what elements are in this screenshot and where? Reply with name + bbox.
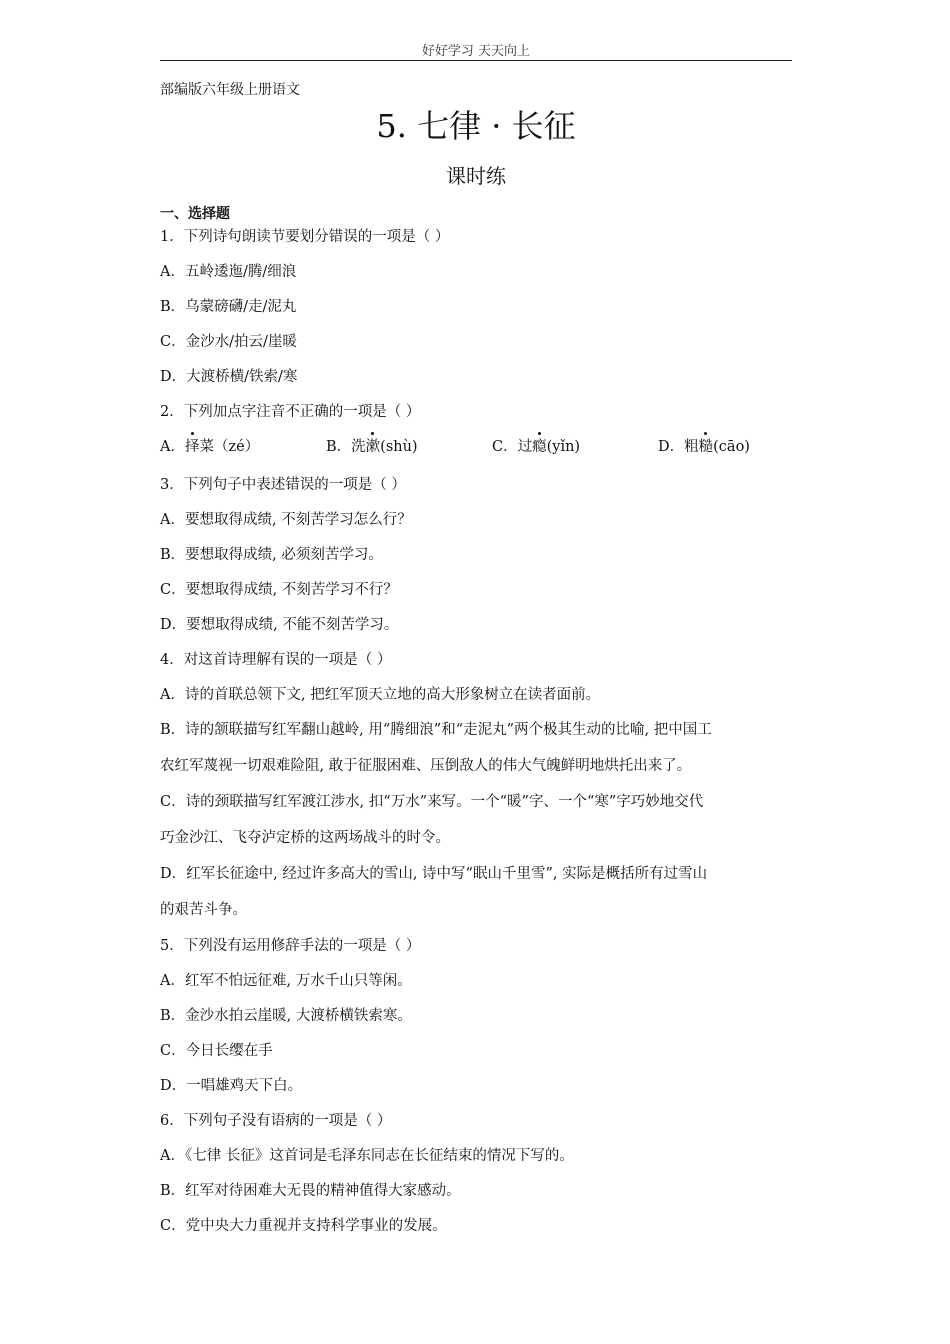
q2-option-c: [492, 435, 658, 473]
q2-a-rest: 菜（zé）: [199, 439, 260, 455]
q2-b-prefix: B．洗: [326, 439, 366, 455]
q5-option-a: A．红军不怕远征难, 万水千山只等闲。: [160, 973, 412, 989]
question-stem-4: 4．对这首诗理解有误的一项是（ ）: [160, 652, 392, 668]
q3-option-a: A．要想取得成绩, 不刻苦学习怎么行？: [160, 512, 412, 528]
page-header: 好好学习 天天向上: [160, 40, 792, 61]
q6-option-a: A．《七律 长征》这首词是毛泽东同志在长征结束的情况下写的。: [160, 1148, 574, 1164]
q2-c-rest: (yǐn): [546, 439, 581, 455]
question-list: [160, 225, 792, 1249]
q2-d-dotted-char: 糙: [699, 435, 714, 459]
q2-a-prefix: A．: [160, 439, 185, 455]
lesson-title: 5. 七律 · 长征: [376, 107, 576, 145]
q1-option-a: A．五岭逶迤/腾/细浪: [160, 264, 297, 280]
question-stem-3: 3．下列句子中表述错误的一项是（ ）: [160, 477, 406, 493]
q2-option-d: [658, 435, 792, 473]
q4-option-c-line2: 巧金沙江、飞夺泸定桥的这两场战斗的时令。: [160, 830, 450, 846]
q4-option-b-line2: 农红军蔑视一切艰难险阻, 敢于征服困难、压倒敌人的伟大气魄鲜明地烘托出来了。: [160, 758, 692, 774]
q3-option-b: B．要想取得成绩, 必须刻苦学习。: [160, 547, 383, 563]
q5-option-c: C．今日长缨在手: [160, 1043, 273, 1059]
q4-option-a: A．诗的首联总领下文, 把红军顶天立地的高大形象树立在读者面前。: [160, 687, 601, 703]
subject-label: 部编版六年级上册语文: [160, 82, 300, 98]
question-stem-6: 6．下列句子没有语病的一项是（ ）: [160, 1113, 392, 1129]
q3-option-c: C．要想取得成绩, 不刻苦学习不行？: [160, 582, 398, 598]
lesson-subtitle: 课时练: [446, 164, 506, 188]
q1-option-b: B．乌蒙磅礴/走/泥丸: [160, 299, 297, 315]
q5-option-d: D．一唱雄鸡天下白。: [160, 1078, 303, 1094]
q2-options-row: [160, 435, 792, 473]
q2-c-prefix: C．过: [492, 439, 533, 455]
q2-b-dotted-char: 漱: [366, 435, 381, 459]
q5-option-b: B．金沙水拍云崖暖, 大渡桥横铁索寒。: [160, 1008, 412, 1024]
q2-b-rest: (shù): [380, 439, 418, 455]
q1-option-c: C．金沙水/拍云/崖暖: [160, 334, 297, 350]
q6-option-c: C．党中央大力重视并支持科学事业的发展。: [160, 1218, 447, 1234]
question-stem-2: 2．下列加点字注音不正确的一项是（ ）: [160, 404, 421, 420]
q2-d-rest: (cāo): [713, 439, 750, 455]
q4-option-d-line2: 的艰苦斗争。: [160, 902, 247, 918]
q2-option-b: [326, 435, 492, 473]
q2-a-dotted-char: 择: [185, 435, 200, 459]
q4-option-d-line1: D．红军长征途中, 经过许多高大的雪山, 诗中写“眠山千里雪”, 实际是概括所有过雪山: [160, 866, 708, 882]
q2-d-prefix: D．粗: [658, 439, 699, 455]
question-stem-5: 5．下列没有运用修辞手法的一项是（ ）: [160, 938, 421, 954]
question-stem-1: 1．下列诗句朗读节要划分错误的一项是（ ）: [160, 229, 450, 245]
q3-option-d: D．要想取得成绩, 不能不刻苦学习。: [160, 617, 399, 633]
q2-option-a: [160, 435, 326, 473]
q2-c-dotted-char: 瘾: [532, 435, 547, 459]
section-heading: 一、选择题: [160, 206, 230, 222]
q4-option-b-line1: B．诗的颔联描写红军翻山越岭, 用“腾细浪”和“走泥丸”两个极其生动的比喻, 把中国工: [160, 722, 712, 738]
q1-option-d: D．大渡桥横/铁索/寒: [160, 369, 298, 385]
q6-option-b: B．红军对待困难大无畏的精神值得大家感动。: [160, 1183, 461, 1199]
q4-option-c-line1: C．诗的颈联描写红军渡江涉水, 扣“万水”来写。一个“暖”字、一个“寒”字巧妙地交代: [160, 794, 704, 810]
